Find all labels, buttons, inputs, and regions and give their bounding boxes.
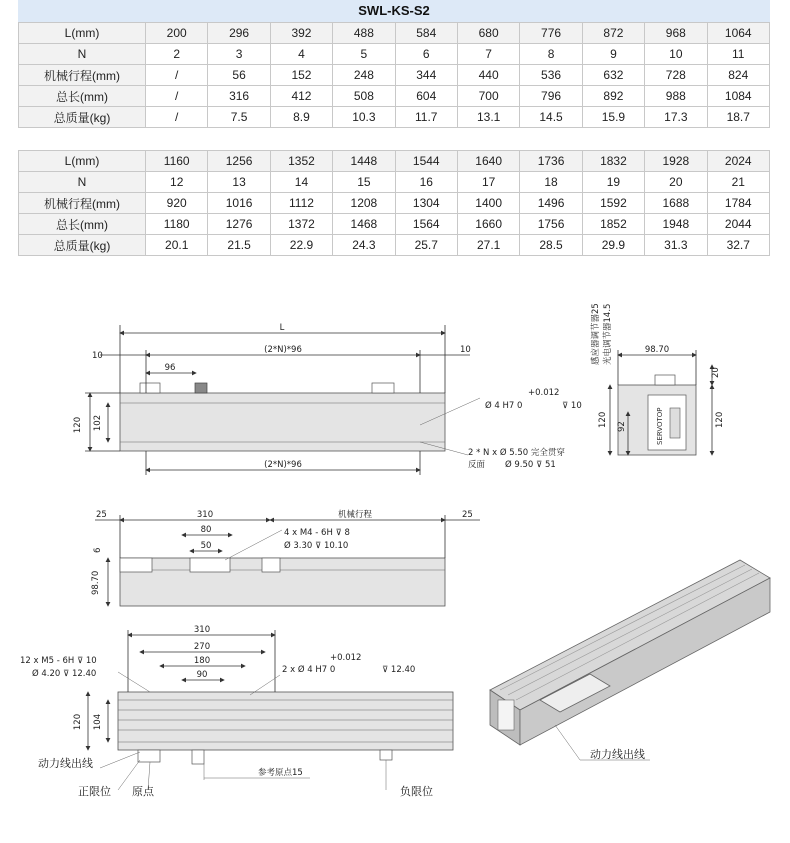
top-view-body [120, 393, 445, 451]
dim-pitch-bottom: (2*N)*96 [264, 460, 302, 470]
table-cell: 56 [208, 65, 270, 86]
table-cell: 3 [208, 44, 270, 65]
row-label: 机械行程(mm) [19, 65, 146, 86]
table-cell: 8.9 [270, 107, 332, 128]
bottom-90: 90 [196, 670, 208, 680]
row-label: 总质量(kg) [19, 107, 146, 128]
side-h9870: 98.70 [91, 570, 101, 595]
table-cell: 1784 [707, 193, 769, 214]
bottom-h104: 104 [93, 713, 103, 731]
row-label: 总长(mm) [19, 86, 146, 107]
hole-counterbore: Ø 9.50 ⊽ 51 [505, 460, 556, 470]
table-cell: 1688 [645, 193, 707, 214]
table-cell: 1736 [520, 151, 582, 172]
table-cell: 776 [520, 23, 582, 44]
table-cell: 296 [208, 23, 270, 44]
table-cell: 1564 [395, 214, 457, 235]
table-cell: 1660 [457, 214, 519, 235]
table-cell: 1180 [146, 214, 208, 235]
table-cell: 508 [333, 86, 395, 107]
table-cell: 892 [582, 86, 644, 107]
side-25-right: 25 [462, 510, 473, 520]
table-cell: 152 [270, 65, 332, 86]
pos-limit-label: 正限位 [78, 785, 111, 798]
table-cell: 536 [520, 65, 582, 86]
table-cell: 9 [582, 44, 644, 65]
dim-L: L [279, 323, 285, 333]
table-cell: 1084 [707, 86, 769, 107]
table-cell: 32.7 [707, 235, 769, 256]
tol-top: +0.012 [528, 388, 560, 398]
table-cell: 14.5 [520, 107, 582, 128]
origin-label: 原点 [132, 785, 154, 798]
table-cell: 24.3 [333, 235, 395, 256]
row-label: 机械行程(mm) [19, 193, 146, 214]
table-cell: 11.7 [395, 107, 457, 128]
row-label: L(mm) [19, 151, 146, 172]
bottom-cbore: Ø 4.20 ⊽ 12.40 [32, 669, 97, 679]
bottom-pin: 2 x Ø 4 H7 0 [282, 665, 336, 675]
table-cell: 17 [457, 172, 519, 193]
table-cell: 5 [333, 44, 395, 65]
bottom-view-body [118, 692, 453, 750]
side-cbore: Ø 3.30 ⊽ 10.10 [284, 541, 349, 551]
table-cell: 2 [146, 44, 208, 65]
row-label: L(mm) [19, 23, 146, 44]
row-label: N [19, 172, 146, 193]
top-view-limit-sensor-right [372, 383, 394, 393]
table-cell: 13 [208, 172, 270, 193]
table-cell: 584 [395, 23, 457, 44]
table-cell: 1016 [208, 193, 270, 214]
bottom-tol: +0.012 [330, 653, 362, 663]
ref-origin: 参考原点15 [258, 768, 303, 778]
neg-limit-label: 负限位 [400, 785, 433, 798]
end-h120-left: 120 [598, 411, 608, 428]
table-cell: 20 [645, 172, 707, 193]
table-cell: / [146, 65, 208, 86]
table-cell: 988 [645, 86, 707, 107]
table-cell: 1304 [395, 193, 457, 214]
table-cell: 632 [582, 65, 644, 86]
table-cell: 700 [457, 86, 519, 107]
bottom-180: 180 [193, 656, 211, 666]
table-cell: 19 [582, 172, 644, 193]
side-80: 80 [200, 525, 212, 535]
table-cell: 1832 [582, 151, 644, 172]
side-25-left: 25 [96, 510, 107, 520]
table-cell: 18.7 [707, 107, 769, 128]
table-cell: / [146, 86, 208, 107]
side-h6: 6 [93, 547, 103, 553]
end-h92: 92 [617, 421, 627, 432]
bottom-view [20, 625, 453, 798]
table-cell: 1948 [645, 214, 707, 235]
table-cell: 920 [146, 193, 208, 214]
table-cell: 12 [146, 172, 208, 193]
table-cell: 21.5 [208, 235, 270, 256]
top-view [73, 323, 582, 475]
table-cell: 4 [270, 44, 332, 65]
photo-adjust-label: 光电调节器14.5 [603, 303, 613, 365]
table-cell: 1112 [270, 193, 332, 214]
sensor-adjust-label: 感应器调节器25 [591, 303, 601, 365]
table-cell: 1276 [208, 214, 270, 235]
bottom-270: 270 [193, 642, 211, 652]
table-cell: 2044 [707, 214, 769, 235]
dim-h102: 102 [93, 414, 103, 432]
table-cell: 7.5 [208, 107, 270, 128]
side-50: 50 [200, 541, 212, 551]
table-cell: 16 [395, 172, 457, 193]
table-cell: 1448 [333, 151, 395, 172]
table-cell: 412 [270, 86, 332, 107]
table-cell: 11 [707, 44, 769, 65]
top-view-connector [195, 383, 207, 393]
side-stroke: 机械行程 [337, 510, 373, 520]
table-cell: 18 [520, 172, 582, 193]
dim-left-10: 10 [92, 351, 103, 361]
table-cell: 1640 [457, 151, 519, 172]
table-cell: 15 [333, 172, 395, 193]
table-cell: 604 [395, 86, 457, 107]
table-cell: 1400 [457, 193, 519, 214]
table-cell: / [146, 107, 208, 128]
table-cell: 1064 [707, 23, 769, 44]
table-cell: 872 [582, 23, 644, 44]
table-cell: 1372 [270, 214, 332, 235]
table-cell: 22.9 [270, 235, 332, 256]
end-view [590, 303, 725, 455]
end-width: 98.70 [644, 345, 670, 355]
table-cell: 10 [645, 44, 707, 65]
table-cell: 796 [520, 86, 582, 107]
table-cell: 14 [270, 172, 332, 193]
table-title: SWL-KS-S2 [18, 0, 770, 22]
table-cell: 1468 [333, 214, 395, 235]
row-label: 总长(mm) [19, 214, 146, 235]
table-cell: 1160 [146, 151, 208, 172]
table-cell: 1928 [645, 151, 707, 172]
table-cell: 968 [645, 23, 707, 44]
table-cell: 440 [457, 65, 519, 86]
table-cell: 728 [645, 65, 707, 86]
table-cell: 8 [520, 44, 582, 65]
side-view [91, 509, 480, 606]
power-outlet-label: 动力线出线 [38, 757, 93, 770]
table-cell: 1544 [395, 151, 457, 172]
table-cell: 200 [146, 23, 208, 44]
brand-label: SERVOTOP [656, 407, 664, 445]
table-cell: 1256 [208, 151, 270, 172]
table-cell: 31.3 [645, 235, 707, 256]
top-view-limit-sensor-left [140, 383, 160, 393]
end-h20: 20 [711, 367, 721, 378]
bottom-h120: 120 [73, 713, 83, 731]
table-cell: 344 [395, 65, 457, 86]
row-label: N [19, 44, 146, 65]
table-cell: 824 [707, 65, 769, 86]
table-cell: 1496 [520, 193, 582, 214]
side-310: 310 [196, 510, 214, 520]
side-view-body [120, 558, 445, 606]
table-cell: 13.1 [457, 107, 519, 128]
table-cell: 1852 [582, 214, 644, 235]
iso-power-label: 动力线出线 [590, 748, 645, 761]
hole-h7-depth: ⊽ 10 [562, 401, 582, 411]
table-cell: 29.9 [582, 235, 644, 256]
table-cell: 6 [395, 44, 457, 65]
table-cell: 1592 [582, 193, 644, 214]
table-cell: 248 [333, 65, 395, 86]
hole-h7: Ø 4 H7 0 [485, 401, 523, 411]
isometric-view [490, 560, 770, 761]
dim-pitch-top: (2*N)*96 [264, 345, 302, 355]
table-cell: 20.1 [146, 235, 208, 256]
table-cell: 2024 [707, 151, 769, 172]
table-cell: 25.7 [395, 235, 457, 256]
dim-h120: 120 [73, 416, 83, 434]
table-cell: 680 [457, 23, 519, 44]
bottom-pin-depth: ⊽ 12.40 [382, 665, 416, 675]
table-cell: 392 [270, 23, 332, 44]
table-cell: 1208 [333, 193, 395, 214]
table-cell: 1352 [270, 151, 332, 172]
table-cell: 21 [707, 172, 769, 193]
table-cell: 15.9 [582, 107, 644, 128]
table-cell: 488 [333, 23, 395, 44]
hole-through: 2 * N x Ø 5.50 完全贯穿 [468, 448, 565, 458]
end-h120-right: 120 [715, 411, 725, 428]
dim-right-10: 10 [460, 345, 471, 355]
table-cell: 316 [208, 86, 270, 107]
table-cell: 10.3 [333, 107, 395, 128]
table-cell: 1756 [520, 214, 582, 235]
table-cell: 17.3 [645, 107, 707, 128]
row-label: 总质量(kg) [19, 235, 146, 256]
table-cell: 28.5 [520, 235, 582, 256]
table-cell: 27.1 [457, 235, 519, 256]
table-cell: 7 [457, 44, 519, 65]
hole-back-label: 反面 [468, 460, 486, 470]
dim-96: 96 [164, 363, 176, 373]
bottom-310: 310 [193, 625, 211, 635]
side-thread: 4 x M4 - 6H ⊽ 8 [284, 528, 350, 538]
bottom-thread: 12 x M5 - 6H ⊽ 10 [20, 656, 97, 666]
